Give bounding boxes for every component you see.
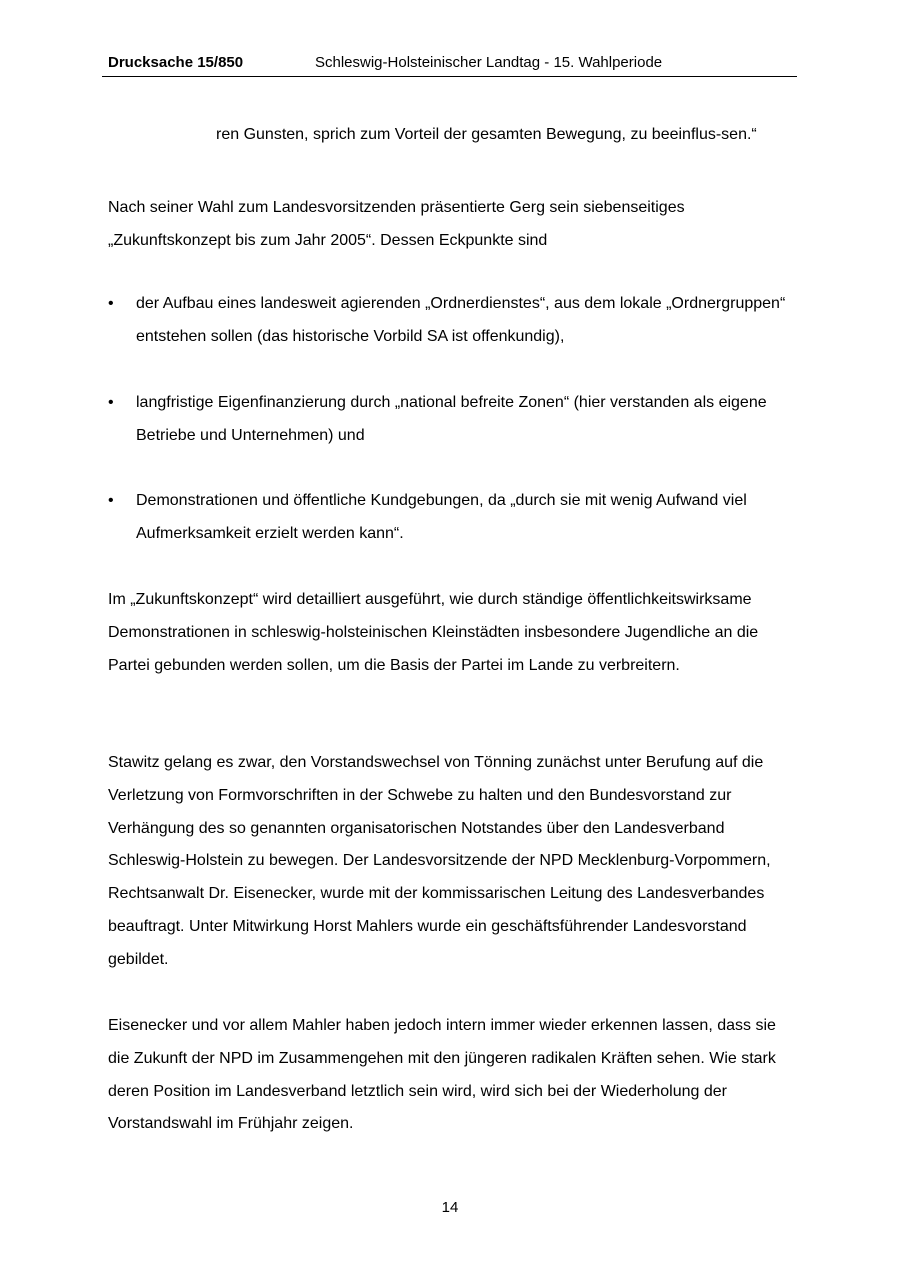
bullet-text: der Aufbau eines landesweit agierenden „Ordnerdienstes“, aus dem lokale „Ordnergruppen“ entstehen sollen (das historische Vorbild SA ist offenkundig), bbox=[136, 295, 786, 345]
bullet-text: Demonstrationen und öffentliche Kundgebungen, da „durch sie mit wenig Aufwand viel Aufmerksamkeit erzielt werden kann“. bbox=[136, 492, 747, 542]
page-header bbox=[102, 52, 797, 77]
page-number: 14 bbox=[441, 1199, 459, 1216]
body-paragraph: Stawitz gelang es zwar, den Vorstandswechsel von Tönning zunächst unter Berufung auf die Verletzung von Formvorschriften in der Schwebe zu halten und den Bundesvorstand zur Verhängung des so genannten organisatorischen Notstandes über den Landesverband Schleswig-Holstein zu bewegen. Der Landesvorsitzende der NPD Mecklenburg-Vorpommern, Rechtsanwalt Dr. Eisenecker, wurde mit der kommissarischen Leitung des Landesverbandes beauftragt. Unter Mitwirkung Horst Mahlers wurde ein geschäftsführender Landesvorstand gebildet. bbox=[108, 754, 771, 968]
bullet-text: langfristige Eigenfinanzierung durch „national befreite Zonen“ (hier verstanden als eigene Betriebe und Unternehmen) und bbox=[136, 394, 767, 444]
document-number: Drucksache 15/850 bbox=[108, 54, 244, 71]
bullet-icon: • bbox=[108, 394, 114, 411]
body-paragraph: Im „Zukunftskonzept“ wird detailliert ausgeführt, wie durch ständige öffentlichkeitswirksame Demonstrationen in schleswig-holsteinischen Kleinstädten insbesondere Jugendliche an die Partei gebunden werden sollen, um die Basis der Partei im Lande zu verbreitern. bbox=[108, 591, 759, 674]
body-paragraph: Eisenecker und vor allem Mahler haben jedoch intern immer wieder erkennen lassen, dass sie die Zukunft der NPD im Zusammengehen mit den jüngeren radikalen Kräften sehen. Wie stark deren Position im Landesverband letztlich sein wird, wird sich bei der Wiederholung der Vorstandswahl im Frühjahr zeigen. bbox=[108, 1017, 776, 1133]
header-title: Schleswig-Holsteinischer Landtag - 15. Wahlperiode bbox=[315, 54, 663, 71]
quote-continuation: ren Gunsten, sprich zum Vorteil der gesamten Bewegung, zu beeinflus-sen.“ bbox=[216, 126, 757, 143]
intro-paragraph: Nach seiner Wahl zum Landesvorsitzenden präsentierte Gerg sein siebenseitiges „Zukunftskonzept bis zum Jahr 2005“. Dessen Eckpunkte sind bbox=[108, 199, 685, 249]
bullet-icon: • bbox=[108, 492, 114, 509]
bullet-icon: • bbox=[108, 295, 114, 312]
